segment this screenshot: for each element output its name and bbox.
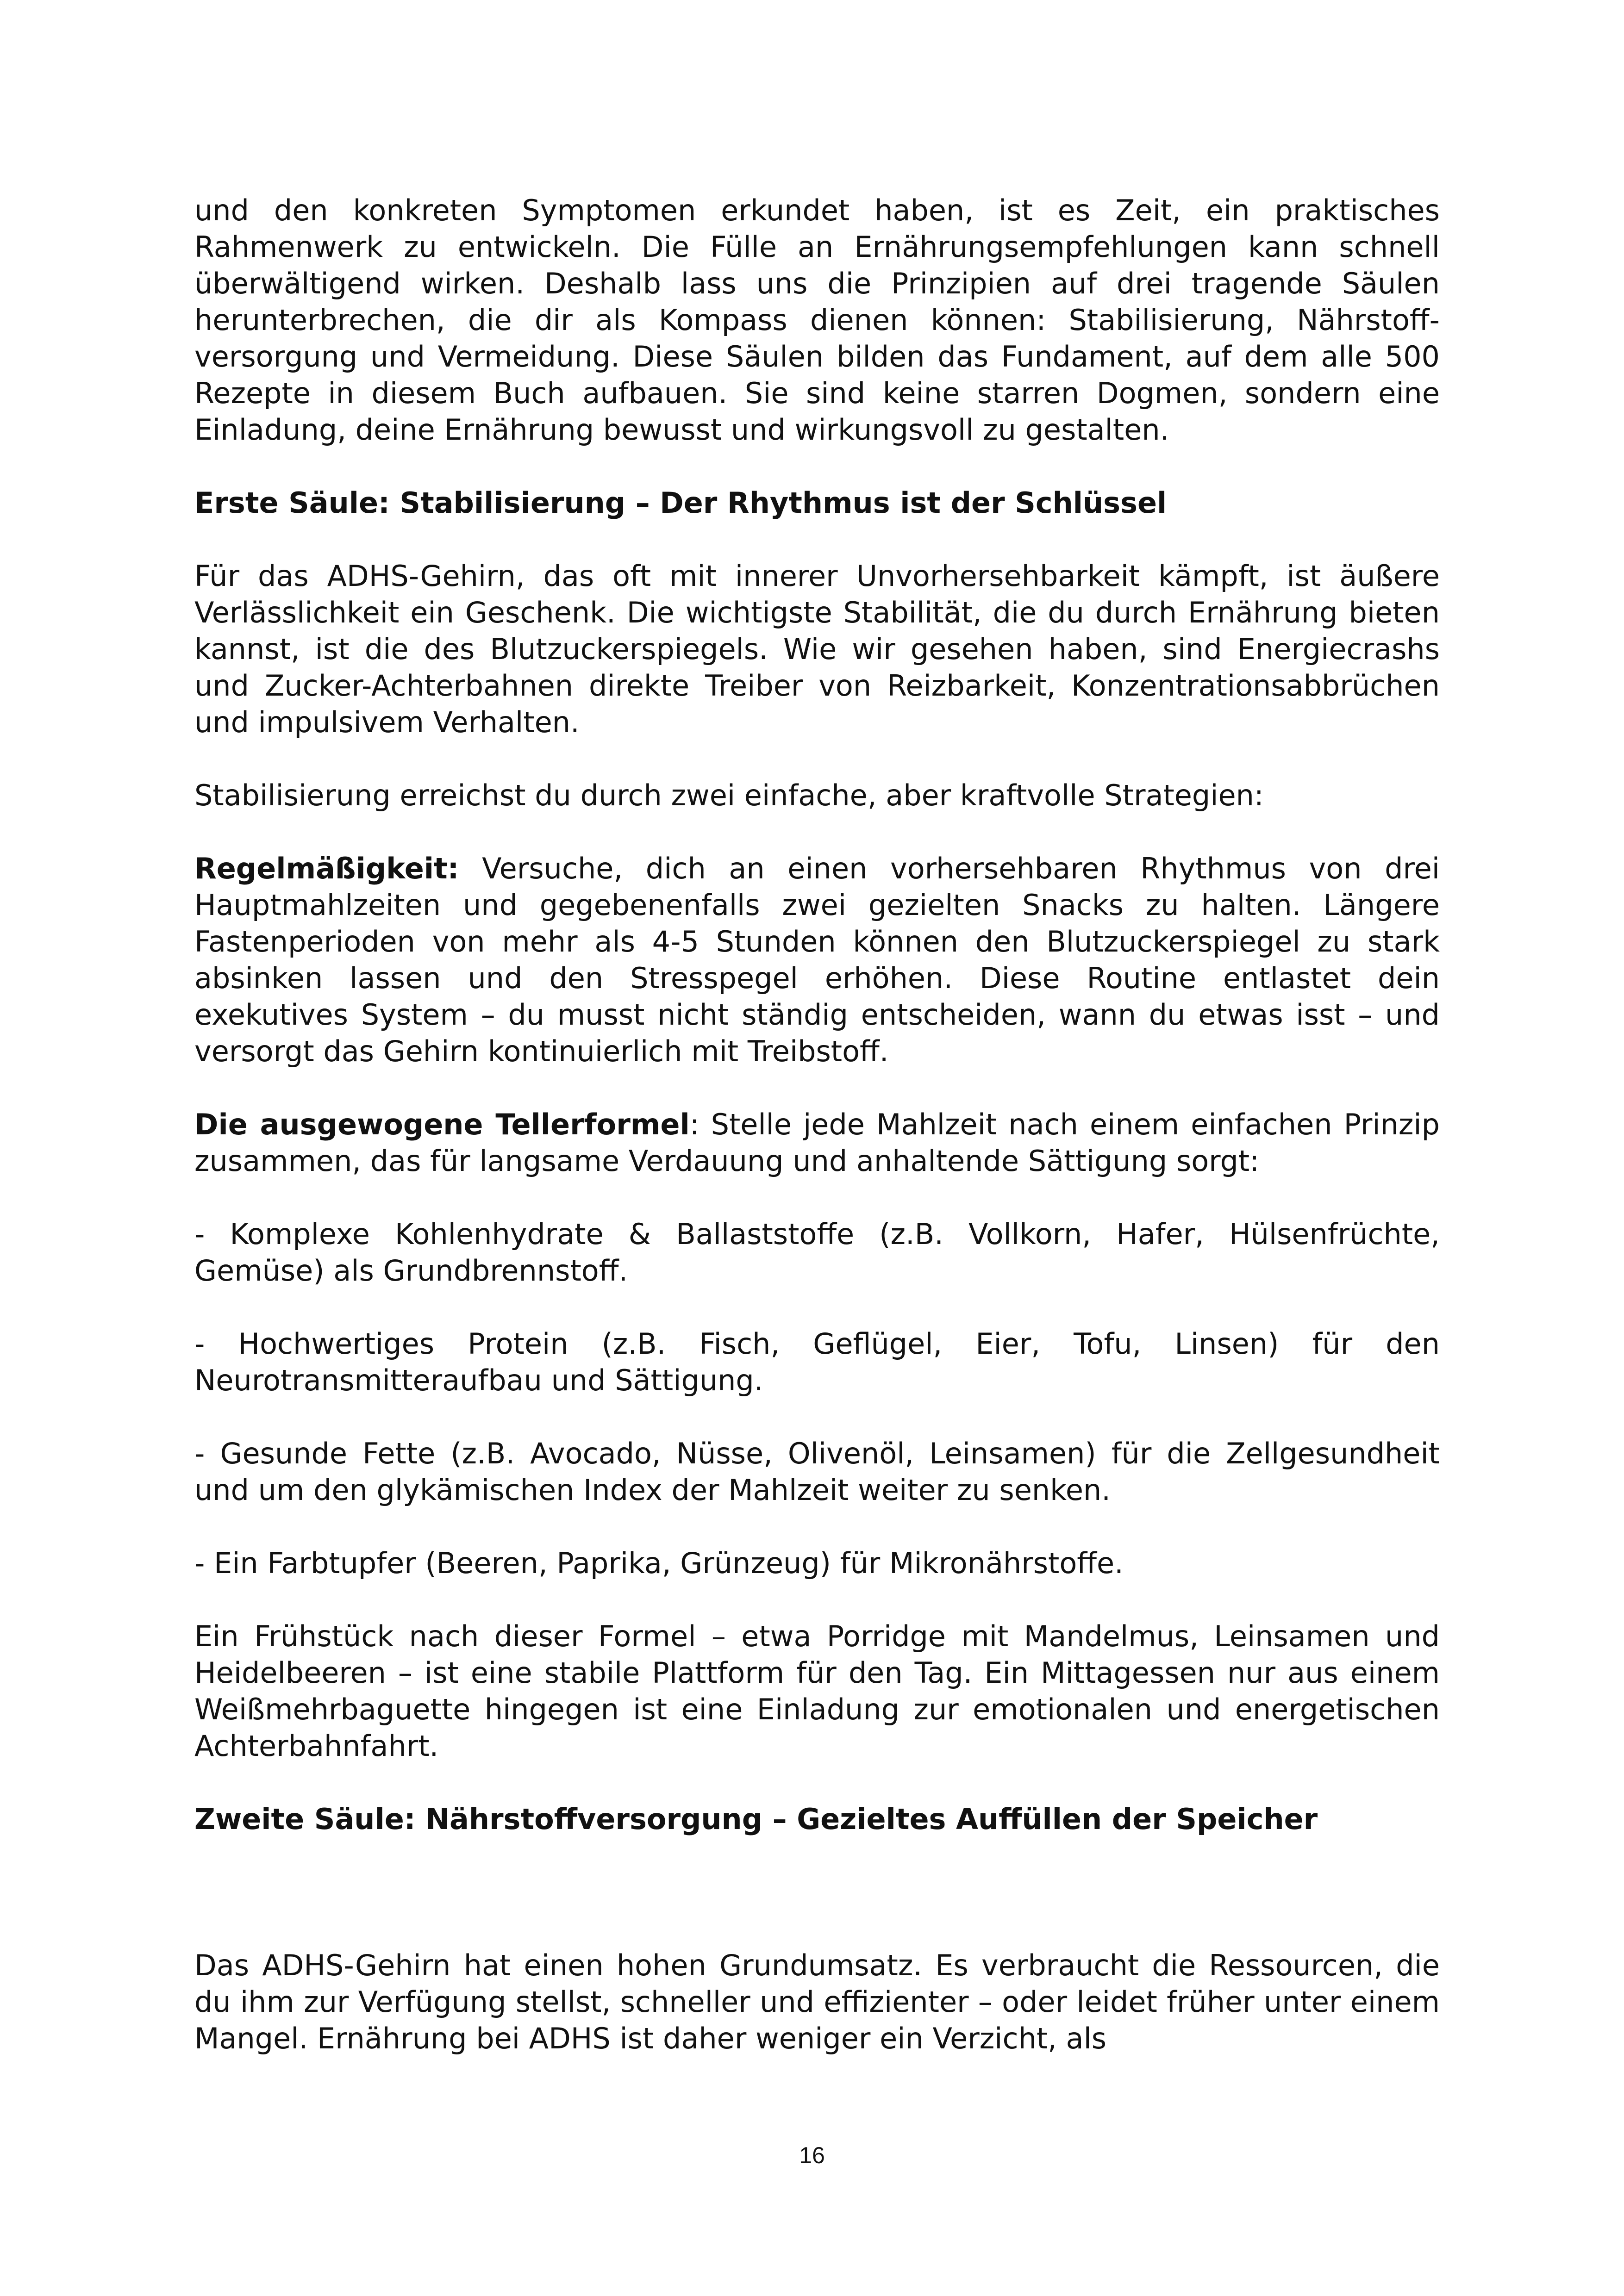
intro-paragraph: und den konkreten Symptomen erkundet haben, ist es Zeit, ein praktisches Rahmenwerk zu entwickeln. Die Fülle an Ernährungsempfehlungen kann schnell überwältigend wirken. Deshalb lass uns die Prinzipien auf drei tragende Säulen herunterbrechen, die dir als Kompass dienen können: Stabilisierung, Nährstoff-versorgung und Vermeidung. Diese Säulen bilden das Fundament, auf dem alle 500 Rezepte in diesem Buch aufbauen. Sie sind keine starren Dogmen, sondern eine Einladung, deine Ernährung bewusst und wirkungsvoll zu gestalten. [194,193,1440,447]
regularity-text: Versuche, dich an einen vorhersehbaren Rhythmus von drei Hauptmahlzeiten und gegebenenfalls zwei gezielten Snacks zu halten. Längere Fastenperioden von mehr als 4-5 Stunden können den Blutzuckerspiegel zu stark absinken lassen und den Stresspegel erhöhen. Diese Routine entlastet dein exekutives System – du musst nicht ständig entscheiden, wann du etwas isst – und versorgt das Gehirn kontinuierlich mit Treibstoff. [194,852,1440,1068]
page-body [194,192,1440,2057]
paragraph-metabolism: Das ADHS-Gehirn hat einen hohen Grundumsatz. Es verbraucht die Ressourcen, die du ihm zur Verfügung stellst, schneller und effizienter – oder leidet früher unter einem Mangel. Ernährung bei ADHS ist daher weniger ein Verzicht, als [194,1948,1440,2055]
paragraph-adhs-brain-stability: Für das ADHS-Gehirn, das oft mit innerer Unvorhersehbarkeit kämpft, ist äußere Verlässlichkeit ein Geschenk. Die wichtigste Stabilität, die du durch Ernährung bieten kannst, ist die des Blutzuckerspiegels. Wie wir gesehen haben, sind Energiecrashs und Zucker-Achterbahnen direkte Treiber von Reizbarkeit, Konzentrationsabbrüchen und impulsivem Verhalten. [194,559,1440,739]
list-item: - Komplexe Kohlenhydrate & Ballaststoffe (z.B. Vollkorn, Hafer, Hülsenfrüchte, Gemüse) als Grundbrennstoff. [194,1217,1440,1288]
plate-formula-label: Die ausgewogene Tellerformel [194,1108,690,1141]
plate-formula-text: : Stelle jede Mahlzeit nach einem einfachen Prinzip zusammen, das für langsame Verdauung und anhaltende Sättigung sorgt: [194,1108,1440,1178]
list-item: - Gesunde Fette (z.B. Avocado, Nüsse, Olivenöl, Leinsamen) für die Zellgesundheit und um den glykämischen Index der Mahlzeit weiter zu senken. [194,1437,1440,1507]
list-item: - Ein Farbtupfer (Beeren, Paprika, Grünzeug) für Mikronährstoffe. [194,1546,1124,1580]
paragraph-regularity [194,850,1440,1070]
paragraph-breakfast-example: Ein Frühstück nach dieser Formel – etwa Porridge mit Mandelmus, Leinsamen und Heidelbeeren – ist eine stabile Plattform für den Tag. Ein Mittagessen nur aus einem Weißmehrbaguette hingegen ist eine Einladung zur emotionalen und energetischen Achterbahnfahrt. [194,1619,1440,1763]
page-number: 16 [799,2142,825,2168]
paragraph-plate-formula [194,1106,1440,1179]
regularity-label: Regelmäßigkeit: [194,852,459,885]
paragraph-strategies-intro: Stabilisierung erreichst du durch zwei einfache, aber kraftvolle Strategien: [194,778,1264,812]
section-heading-nutrients: Zweite Säule: Nährstoffversorgung – Gezieltes Auffüllen der Speicher [194,1802,1318,1836]
list-item: - Hochwertiges Protein (z.B. Fisch, Geflügel, Eier, Tofu, Linsen) für den Neurotransmitteraufbau und Sättigung. [194,1327,1440,1397]
section-heading-stabilization: Erste Säule: Stabilisierung – Der Rhythmus ist der Schlüssel [194,486,1167,520]
